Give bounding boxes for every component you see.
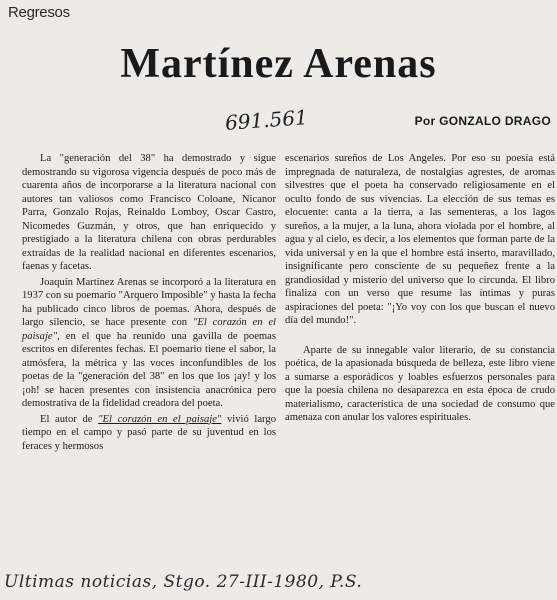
article-column-left	[22, 152, 276, 453]
book-title: "El corazón en el paisaje"	[22, 317, 276, 342]
text-run: Joaquín Martínez Arenas se incorporó a la literatura en 1937 con su poemario "Arquero Imposible" y hasta la fecha ha publicado cinco libros de poemas. Ahora, después de largo silencio, se hace presente con	[22, 276, 276, 328]
book-title: "El corazón en el paisaje"	[98, 413, 222, 425]
paragraph	[22, 276, 276, 411]
section-label: Regresos	[8, 4, 70, 21]
paragraph: escenarios sureños de Los Angeles. Por eso su poesía está impregnada de naturaleza, de nostalgias agrestes, de aromas silvestres que el poeta ha conservado religiosamente en el oculto fondo de sus vivencias. La elección de sus temas es elocuente: canta a la tierra, a las sementeras, a los lagos sureños, a la mujer, a la luna, ahora violada por el hombre, al agua y al cielo, es decir, a los elementos que forman parte de la vida universal y en la que el hombre está inserto, maravillado, insignificante pero consciente de su pequeñez frente a la grandiosidad y misterio del universo que lo circunda. El libro finaliza con un verso que resume las íntimas y puras aspiraciones del poeta: "¡Yo voy con los que buscan el nuevo día del mundo!".	[285, 153, 555, 326]
handwritten-source-note: Ultimas noticias, Stgo. 27-III-1980, P.S.	[4, 572, 363, 592]
article-title: Martínez Arenas	[120, 41, 437, 87]
author-byline: Por GONZALO DRAGO	[414, 114, 551, 128]
text-run: , en el que ha reunido una gavilla de poemas escritos en diferentes fechas. El poemario tiene el sabor, la atmósfera, la métrica y las voces inconfundibles de los poetas de la "generación del 38" en los que los ¡ay! y los ¡oh! se hacen presentes con insistencia anacrónica pero demostrativa de la fidelidad creadora del poeta.	[22, 330, 276, 409]
article-column-right	[285, 152, 555, 425]
handwritten-catalog-number: 691.561	[224, 105, 309, 135]
text-run: vivió largo tiempo en el campo y pasó parte de su juventud en los feraces y hermosos	[22, 413, 276, 452]
paragraph	[22, 413, 276, 454]
paragraph: Aparte de su innegable valor literario, de su constancia poética, de la apasionada búsqueda de belleza, este libro viene a sumarse a esporádicos y loables esfuerzos personales para que la poesía chilena no desaparezca en esta época de crudo materialismo, característica de una sociedad de consumo que amenaza con anular los valores espirituales.	[285, 344, 555, 423]
text-run: El autor de	[40, 413, 99, 425]
paragraph: La "generación del 38" ha demostrado y sigue demostrando su vigorosa vigencia después de poco más de cuarenta años de incorporarse a la literatura nacional con autores tan valiosos como Francisco Coloane, Nicanor Parra, Gonzalo Rojas, Reinaldo Lomboy, Oscar Castro, Nicomedes Guzmán, y otros, que han enriquecido y prestigiado a la literatura chilena con obras perdurables extraídas de la realidad nacional en diferentes escenarios, faenas y facetas.	[22, 153, 276, 272]
